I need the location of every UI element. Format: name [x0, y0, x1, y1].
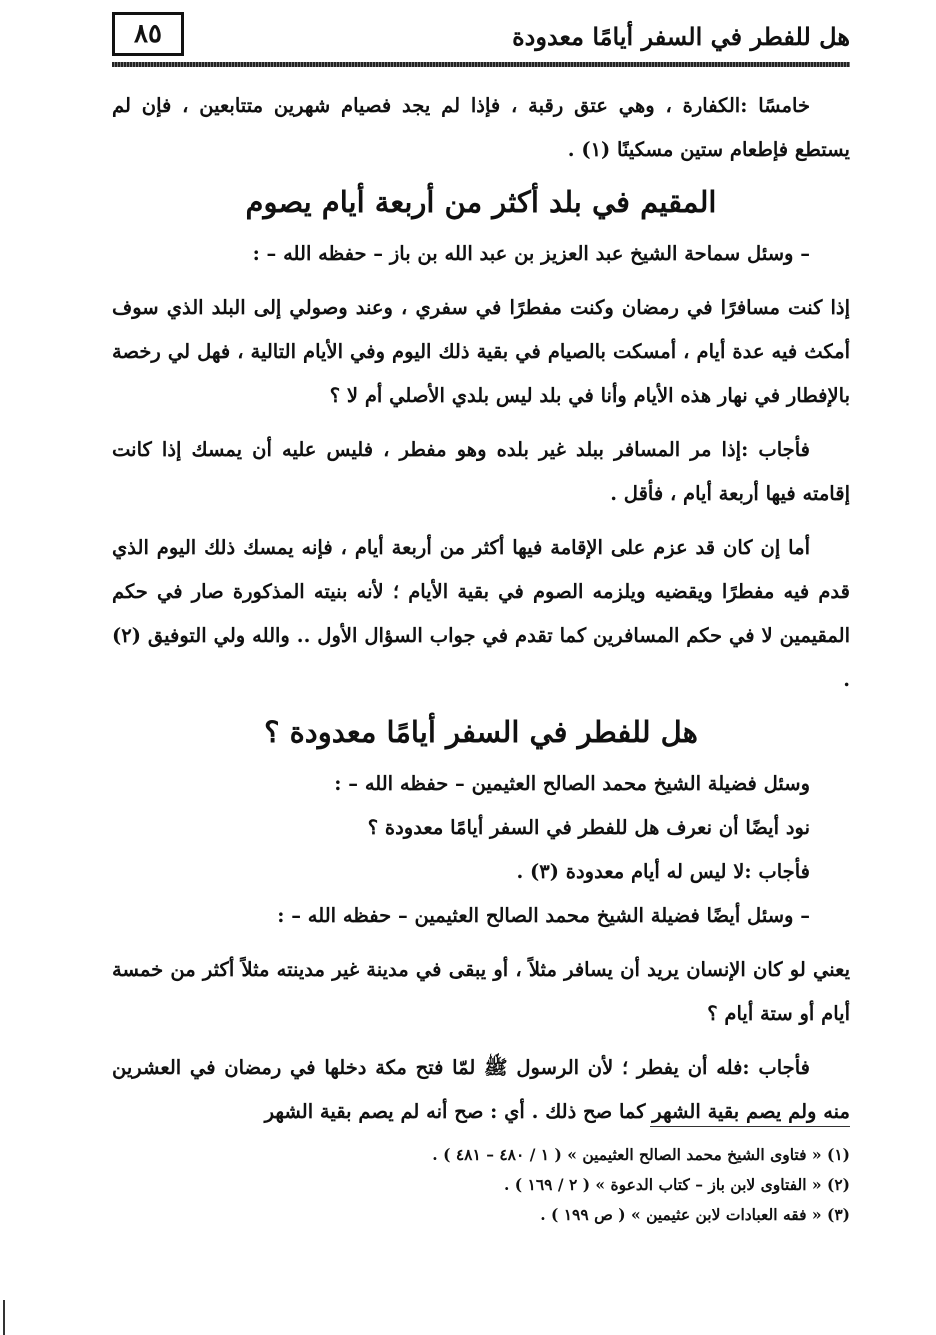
- question-intro-uthaymin: وسئل فضيلة الشيخ محمد الصالح العثيمين – حفظه الله – :: [334, 772, 810, 795]
- main-text: [112, 84, 850, 1134]
- footnote-divider: [650, 1126, 850, 1127]
- page-number: ٨٥: [112, 12, 184, 56]
- footnote-1: (١) « فتاوى الشيخ محمد الصالح العثيمين » ( ١ / ٤٨٠ – ٤٨١ ) .: [432, 1145, 850, 1164]
- answer-ibn-baz-1: فأجاب :إذا مر المسافر ببلد غير بلده وهو مفطر ، فليس عليه أن يمسك إذا كانت إقامته فيها أربعة أيام ، فأقل .: [112, 438, 850, 505]
- question-text-five-days: يعني لو كان الإنسان يريد أن يسافر مثلاً ، أو يبقى في مدينة غير مدينته مثلاً أكثر من خمسة أيام أو ستة أيام ؟: [112, 958, 850, 1025]
- footnote-3: (٣) « فقه العبادات لابن عثيمين » ( ص ١٩٩ ) .: [540, 1205, 850, 1224]
- answer-ibn-baz-2: أما إن كان قد عزم على الإقامة فيها أكثر من أربعة أيام ، فإنه يمسك ذلك اليوم الذي قدم فيه مفطرًا ويقضيه ويلزمه الصوم في بقية الأيام ؛ لأنه بنيته المذكورة صار في حكم المقيمين لا في حكم المسافرين كما تقدم في جواب السؤال الأول .. والله ولي التوفيق (٢) .: [112, 536, 850, 691]
- question-intro-uthaymin-2: – وسئل أيضًا فضيلة الشيخ محمد الصالح العثيمين – حفظه الله – :: [277, 904, 810, 927]
- question-text-traveler: إذا كنت مسافرًا في رمضان وكنت مفطرًا في سفري ، وعند وصولي إلى البلد الذي سوف أمكث فيه عدة أيام ، أمسكت بالصيام في بقية ذلك اليوم وفي الأيام التالية ، فهل لي رخصة بالإفطار في نهار هذه الأيام وأنا في بلد ليس بلدي الأصلي أم لا ؟: [112, 296, 850, 407]
- page-header: [112, 12, 850, 64]
- answer-uthaymin-1: فأجاب :لا ليس له أيام معدودة (٣) .: [516, 860, 810, 883]
- section-heading-days: هل للفطر في السفر أيامًا معدودة ؟: [264, 715, 698, 749]
- footnote-2: (٢) « الفتاوى لابن باز – كتاب الدعوة » ( ٢ / ١٦٩ ) .: [503, 1175, 850, 1194]
- question-text-days: نود أيضًا أن نعرف هل للفطر في السفر أيامًا معدودة ؟: [367, 816, 810, 839]
- paragraph-fifth-expiation: خامسًا :الكفارة ، وهي عتق رقبة ، فإذا لم يجد فصيام شهرين متتابعين ، فإن لم يستطع فإطعام ستين مسكينًا (١) .: [112, 94, 850, 161]
- question-intro-ibn-baz: – وسئل سماحة الشيخ عبد العزيز بن عبد الله بن باز – حفظه الله – :: [252, 242, 810, 265]
- scan-edge-mark: [3, 1300, 5, 1335]
- footnotes: [112, 1140, 850, 1230]
- running-title: هل للفطر في السفر أيامًا معدودة: [512, 22, 850, 51]
- header-divider: [112, 62, 850, 67]
- section-heading-resident: المقيم في بلد أكثر من أربعة أيام يصوم: [245, 185, 717, 219]
- answer-uthaymin-2: فأجاب :فله أن يفطر ؛ لأن الرسول ﷺ لمّا فتح مكة دخلها في رمضان في العشرين منه ولم يصم بقية الشهر كما صح ذلك . أي : صح أنه لم يصم بقية الشهر: [112, 1056, 850, 1123]
